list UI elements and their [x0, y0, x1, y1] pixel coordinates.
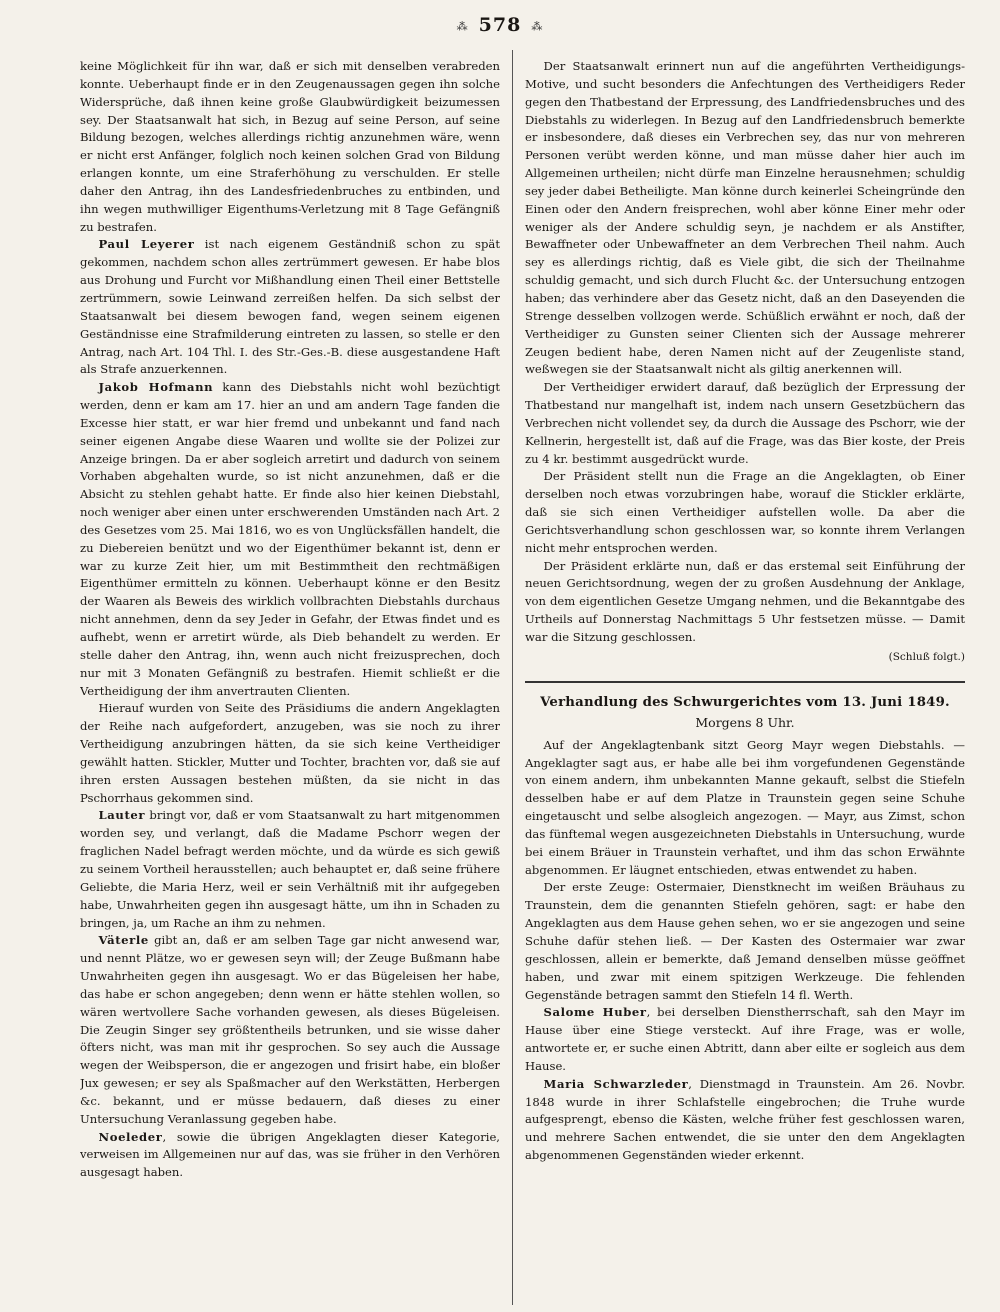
paragraph	[525, 58, 965, 379]
paragraph-text: Auf der Angeklagtenbank sitzt Georg Mayr wegen Diebstahls. — Angeklagter sagt aus, er habe alle bei ihm vorgefundenen Gegenstände von einem andern, ihm unbekannten Manne gekauft, selbst die Stiefeln desselben habe er auf dem Platze in Traunstein gegen seine Schuhe eingetauscht und selbe alsogleich angezogen. — Mayr, aus Zimst, schon das fünftemal wegen ausgezeichneten Diebstahls in Untersuchung, wurde bei einem Bräuer in Traunstein verhaftet, und ihm das schon Erwähnte abgenommen. Er läugnet entschieden, etwas entwendet zu haben.	[525, 737, 965, 877]
paragraph-text: , Dienstmagd in Traunstein. Am 26. Novbr. 1848 wurde in ihrer Schlafstelle eingebrochen; die Truhe wurde aufgesprengt, ebenso die Kästen, welche früher fest geschlossen waren, und mehrere Sachen entwendet, die sie unter den dem Angeklagten abgenommenen Gegenständen wieder erkennt.	[525, 1076, 965, 1163]
page-number: 578	[478, 14, 522, 36]
column-divider	[512, 50, 513, 1305]
paragraph-text: ist nach eigenem Geständniß schon zu spät gekommen, nachdem schon alles zertrümmert gewesen. Er habe blos aus Drohung und Furcht vor Mißhandlung einen Theil einer Bettstelle zertrümmern, sowie Leinwand zerreißen helfen. Da sich selbst der Staatsanwalt bei diesem bewogen fand, wegen seinem eigenen Geständnisse eine Strafmilderung eintreten zu lassen, so stelle er den Antrag, nach Art. 104 Thl. I. des Str.-Ges.-B. diese ausgestandene Haft als Strafe anzuerkennen.	[80, 237, 500, 377]
left-column	[80, 58, 500, 1303]
section-title: Verhandlung des Schwurgerichtes vom 13. Juni 1849.	[540, 694, 950, 710]
paragraph-text: , bei derselben Dienstherrschaft, sah den Mayr im Hause über eine Stiege versteckt. Auf ihre Frage, was er wolle, antwortete er, er suche einen Abtritt, dann aber eilte er sogleich aus dem Hause.	[525, 1005, 965, 1073]
paragraph-text: keine Möglichkeit für ihn war, daß er sich mit denselben verabreden konnte. Ueberhaupt finde er in den Zeugenaussagen gegen ihn solche Widersprüche, daß ihnen keine große Glaubwürdigkeit beizumessen sey. Der Staatsanwalt hat sich, in Bezug auf seine Person, auf seine Bildung bezogen, welches allerdings richtig anzunehmen wäre, wenn er nicht erst Anfänger, folglich noch keinen solchen Grad von Bildung erlangen konnte, um eine Straferhöhung zu verschulden. Er stelle daher den Antrag, ihn des Landesfriedenbruches zu entbinden, und ihn wegen muthwilliger Eigenthums-Verletzung mit 8 Tage Gefängniß zu bestrafen.	[80, 59, 500, 234]
continuation-note: (Schluß folgt.)	[888, 650, 965, 663]
paragraph	[525, 558, 965, 647]
paragraph-text: Der Präsident stellt nun die Frage an die Angeklagten, ob Einer derselben noch etwas vorzubringen habe, worauf die Stickler erklärte, daß sie sich einen Vertheidiger aufstellen wolle. Da aber die Gerichtsverhandlung schon geschlossen war, so konnte ihrem Verlangen nicht mehr entsprochen werden.	[525, 469, 965, 555]
person-name: Maria Schwarzleder	[543, 1076, 689, 1091]
person-name: Lauter	[98, 808, 146, 823]
paragraph-text: kann des Diebstahls nicht wohl bezüchtigt werden, denn er kam am 17. hier an und am andern Tage fanden die Excesse hier statt, er war hier fremd und unbekannt und fand nach seiner eigenen Angabe diese Waaren und wollte sie der Polizei zur Anzeige bringen. Da er aber sogleich arretirt und dadurch von seinem Vorhaben abgehalten wurde, so ist nicht anzunehmen, daß er die Absicht zu stehlen gehabt hatte. Er finde also hier keinen Diebstahl, noch weniger aber einen unter erschwerenden Umständen nach Art. 2 des Gesetzes vom 25. Mai 1816, wo es von Unglücksfällen handelt, die zu Diebereien benützt und wo der Eigenthümer bekannt ist, denn er war zu kurze Zeit hier, um mit Bestimmtheit den rechtmäßigen Eigenthümer ermitteln zu können. Ueberhaupt könne er den Besitz der Waaren als Beweis des wirklich vollbrachten Diebstahls durchaus nicht annehmen, denn da sey Jeder in Gefahr, der Etwas findet und es aufhebt, wenn er arretirt würde, als Dieb behandelt zu werden. Er stelle daher den Antrag, ihn, wenn auch nicht freizusprechen, doch nur mit 3 Monaten Gefängniß zu bestrafen. Hiemit schließt er die Vertheidigung der ihm anvertrauten Clienten.	[80, 380, 500, 698]
right-column	[525, 58, 965, 1303]
paragraph	[80, 58, 500, 236]
page-number-ornament-right: ⁂	[531, 19, 544, 33]
paragraph	[80, 236, 500, 379]
section-divider	[525, 681, 965, 683]
page-number-ornament-left: ⁂	[456, 19, 469, 33]
paragraph	[525, 879, 965, 1004]
paragraph	[525, 379, 965, 468]
paragraph	[525, 1076, 965, 1165]
paragraph	[525, 468, 965, 557]
paragraph	[80, 807, 500, 932]
person-name: Salome Huber	[543, 1005, 647, 1020]
paragraph-text: Hierauf wurden von Seite des Präsidiums die andern Angeklagten der Reihe nach aufgefordert, anzugeben, was sie noch zu ihrer Vertheidigung anzubringen hätten, da sie sich keine Vertheidiger gewählt hatten. Stickler, Mutter und Tochter, brachten vor, daß sie auf ihren ersten Aussagen bestehen müßten, da sie nicht in das Pschorrhaus gekommen sind.	[80, 701, 500, 805]
paragraph-text: Der Präsident erklärte nun, daß er das erstemal seit Einführung der neuen Gerichtsordnung, wegen der zu großen Ausdehnung der Anklage, von dem eigentlichen Gesetze Umgang nehmen, und die Bekanntgabe des Urtheils auf Donnerstag Nachmittags 5 Uhr festsetzen müsse. — Damit war die Sitzung geschlossen.	[525, 558, 965, 644]
page-number-header	[0, 14, 1000, 36]
paragraph	[80, 1129, 500, 1183]
paragraph	[525, 1004, 965, 1075]
person-name: Jakob Hofmann	[98, 380, 214, 395]
paragraph-text: gibt an, daß er am selben Tage gar nicht anwesend war, und nennt Plätze, wo er gewesen seyn will; der Zeuge Bußmann habe Unwahrheiten gegen ihn ausgesagt. Wo er das Bügeleisen her habe, das habe er schon angegeben; denn wenn er hätte stehlen wollen, so wären wertvollere Sache vorhanden gewesen, als dieses Bügeleisen. Die Zeugin Singer sey größtentheils betrunken, und sie wisse daher öfters nicht, was man mit ihr gesprochen. So sey auch die Aussage wegen der Weibsperson, die er angezogen und frisirt habe, ein bloßer Jux gewesen; er sey als Spaßmacher auf den Werkstätten, Herbergen &c. bekannt, und er müsse bedauern, daß dieses zu einer Untersuchung Veranlassung gegeben habe.	[80, 933, 500, 1126]
paragraph-text: , sowie die übrigen Angeklagten dieser Kategorie, verweisen im Allgemeinen nur auf das, was sie früher in den Verhören ausgesagt haben.	[80, 1129, 500, 1180]
person-name: Paul Leyerer	[98, 237, 195, 252]
paragraph	[80, 700, 500, 807]
paragraph-text: Der Vertheidiger erwidert darauf, daß bezüglich der Erpressung der Thatbestand nur mangelhaft ist, indem nach unsern Gesetzbüchern das Verbrechen nicht vollendet sey, da durch die Aussage des Pschorr, wie der Kellnerin, hergestellt ist, daß auf die Frage, was das Bier koste, der Preis zu 4 kr. bestimmt ausgedrückt wurde.	[525, 380, 965, 466]
paragraph-text: Der Staatsanwalt erinnert nun auf die angeführten Vertheidigungs-Motive, und sucht besonders die Anfechtungen des Vertheidigers Reder gegen den Thatbestand der Erpressung, des Landfriedensbruches und des Diebstahls zu widerlegen. In Bezug auf den Landfriedensbruch bemerkte er insbesondere, daß dieses ein Verbrechen sey, das nur von mehreren Personen verübt werden könne, und man müsse daher hier auch im Allgemeinen urtheilen; nicht dürfe man Einzelne herausnehmen; schuldig sey jeder dabei Betheiligte. Man könne durch keinerlei Scheingründe den Einen oder den Andern freisprechen, wohl aber könne Einer mehr oder weniger als der Andere schuldig seyn, je nachdem er als Anstifter, Bewaffneter oder Unbewaffneter an dem Verbrechen Theil nahm. Auch sey es allerdings richtig, daß es Viele gibt, die sich der Theilnahme schuldig gemacht, und sich durch Flucht &c. der Untersuchung entzogen haben; das verhindere aber das Gesetz nicht, daß an den Daseyenden die Strenge desselben vollzogen werde. Schüßlich erwähnt er noch, daß der Vertheidiger zu Gunsten seiner Clienten sich der Aussage mehrerer Zeugen bedient habe, deren Namen nicht auf der Zeugenliste stand, weßwegen sie der Staatsanwalt nicht als giltig anerkennen will.	[525, 59, 965, 377]
person-name: Väterle	[98, 933, 149, 948]
paragraph	[525, 737, 965, 880]
paragraph	[80, 932, 500, 1128]
paragraph-text: Der erste Zeuge: Ostermaier, Dienstknecht im weißen Bräuhaus zu Traunstein, dem die genannten Stiefeln gehören, sagt: er habe den Angeklagten aus dem Hause gehen sehen, wo er sie angezogen und seine Schuhe dafür stehen ließ. — Der Kasten des Ostermaier war zwar geschlossen, allein er bemerkte, daß Jemand denselben müsse geöffnet haben, und zwar mit einem spitzigen Werkzeuge. Die fehlenden Gegenstände betragen sammt den Stiefeln 14 fl. Werth.	[525, 880, 965, 1002]
person-name: Noeleder	[98, 1129, 163, 1144]
paragraph-text: bringt vor, daß er vom Staatsanwalt zu hart mitgenommen worden sey, und verlangt, daß die Madame Pschorr wegen der fraglichen Nadel befragt werden möchte, und da würde es sich gewiß zu seinem Vortheil herausstellen; auch behauptet er, daß seine frühere Geliebte, die Maria Herz, weil er sein Verhältniß mit ihr aufgegeben habe, Unwahrheiten gegen ihn ausgesagt hätte, um ihn in Schaden zu bringen, ja, um Rache an ihm zu nehmen.	[80, 808, 500, 930]
section-subtitle: Morgens 8 Uhr.	[695, 714, 795, 730]
paragraph	[80, 379, 500, 700]
